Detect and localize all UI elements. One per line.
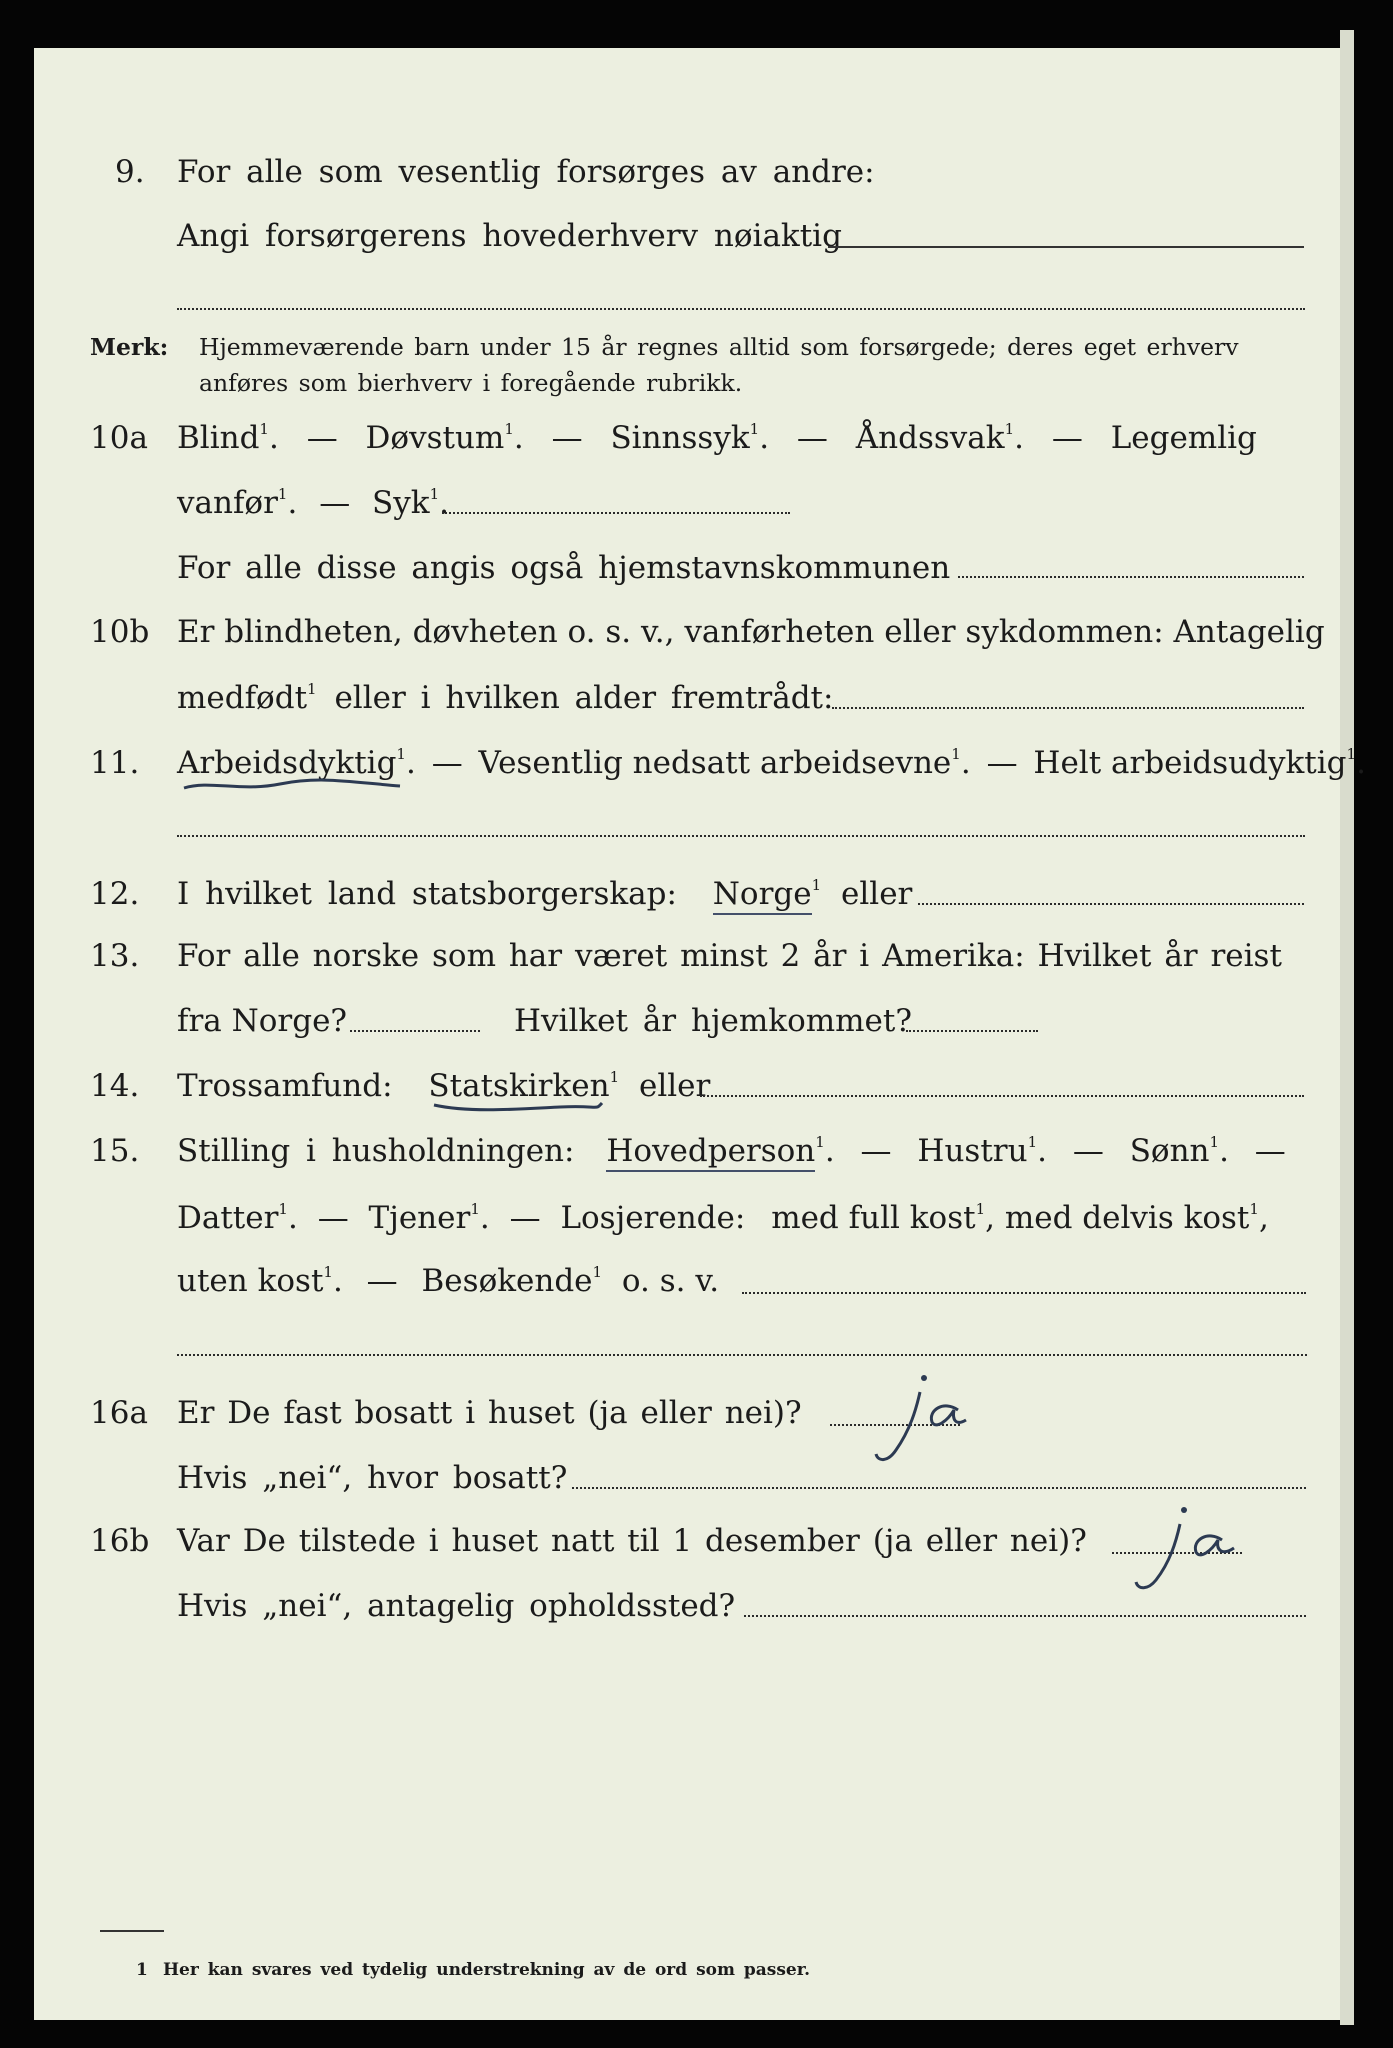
q12-answer-line[interactable] — [918, 903, 1304, 905]
footnote-mark: 1 — [136, 1960, 148, 1980]
opt-dovstum[interactable]: Døvstum — [365, 420, 505, 456]
opt-blind[interactable]: Blind — [177, 420, 260, 456]
q16a-handwritten-answer — [840, 1370, 970, 1470]
opt-hovedperson[interactable]: Hovedperson — [606, 1133, 815, 1172]
opt-uten-kost[interactable]: uten kost — [177, 1263, 324, 1299]
page-edge — [1340, 30, 1354, 2025]
q11-number: 11. — [90, 745, 140, 781]
opt-legemlig[interactable]: Legemlig — [1110, 420, 1257, 456]
opt-udyktig[interactable]: Helt arbeidsudyktig — [1033, 745, 1347, 781]
underline-statskirken — [430, 1095, 610, 1117]
q11-line: Arbeidsdyktig$^1$. — Vesentlig nedsatt arbeidsevne$^1$. — Helt arbeidsudyktig$^1$. — [177, 745, 1366, 781]
q14-answer-line[interactable] — [700, 1095, 1304, 1097]
q10a-line1: Blind$^1$. — Døvstum$^1$. — Sinnssyk$^1$. — Åndssvak$^1$. — Legemlig — [177, 420, 1257, 456]
q13-hjemkommet-line[interactable] — [906, 1030, 1038, 1032]
q10a-line3: For alle disse angis også hjemstavnskommunen — [177, 550, 951, 586]
opt-sonn[interactable]: Sønn — [1129, 1133, 1210, 1169]
opt-tjener[interactable]: Tjener — [368, 1200, 471, 1236]
q10a-line2: vanfør$^1$. — Syk$^1$. — [177, 485, 449, 521]
q16a-number: 16a — [90, 1395, 148, 1431]
q15-line3: uten kost$^1$. — Besøkende$^1$ o. s. v. — [177, 1263, 720, 1299]
q13-line2a: fra Norge? — [177, 1003, 348, 1039]
footnote-rule — [100, 1930, 164, 1932]
opt-hustru[interactable]: Hustru — [917, 1133, 1028, 1169]
opt-medfodt[interactable]: medfødt — [177, 680, 308, 716]
q16b-opholdssted-line[interactable] — [744, 1615, 1306, 1617]
q14-number: 14. — [90, 1068, 140, 1104]
opt-datter[interactable]: Datter — [177, 1200, 279, 1236]
opt-sinnssyk[interactable]: Sinnssyk — [610, 420, 750, 456]
q10b-line1: Er blindheten, døvheten o. s. v., vanførheten eller sykdommen: Antagelig — [177, 614, 1325, 650]
q16b-number: 16b — [90, 1523, 150, 1559]
opt-syk[interactable]: Syk — [372, 485, 430, 521]
q15-line1: Stilling i husholdningen: Hovedperson$^1$. — Hustru$^1$. — Sønn$^1$. — — [177, 1133, 1286, 1169]
opt-statskirken[interactable]: Statskirken — [428, 1068, 610, 1104]
q10a-number: 10a — [90, 420, 148, 456]
merk-line1: Hjemmeværende barn under 15 år regnes alltid som forsørgede; deres eget erhverv — [199, 333, 1239, 361]
q13-reist-line[interactable] — [350, 1030, 480, 1032]
q15-answer-line-2[interactable] — [177, 1354, 1307, 1356]
q12-number: 12. — [90, 876, 140, 912]
q9-answer-line-2[interactable] — [177, 308, 1305, 310]
opt-full-kost[interactable]: med full kost — [771, 1200, 976, 1236]
q16b-line2: Hvis „nei“, antagelig opholdssted? — [177, 1588, 736, 1624]
q12-line: I hvilket land statsborgerskap: Norge$^1$ eller — [177, 876, 912, 912]
opt-andssvak[interactable]: Åndssvak — [855, 420, 1005, 456]
merk-line2: anføres som bierhverv i foregående rubrikk. — [199, 369, 743, 397]
q9-line2: Angi forsørgerens hovederhverv nøiaktig — [177, 218, 842, 254]
opt-delvis-kost[interactable]: med delvis kost — [1004, 1200, 1250, 1236]
q16a-bosatt-line[interactable] — [572, 1487, 1306, 1489]
merk-label: Merk: — [90, 333, 169, 361]
q10b-line2: medfødt$^1$ eller i hvilken alder fremtrådt: — [177, 680, 834, 716]
q10b-number: 10b — [90, 614, 150, 650]
q15-number: 15. — [90, 1133, 140, 1169]
underline-arbeidsdyktig — [180, 772, 410, 796]
opt-nedsatt[interactable]: Vesentlig nedsatt arbeidsevne — [478, 745, 952, 781]
q11-answer-line[interactable] — [177, 835, 1305, 837]
q9-line1: For alle som vesentlig forsørges av andre: — [177, 154, 875, 190]
q15-answer-line[interactable] — [742, 1292, 1306, 1294]
q9-answer-line[interactable] — [828, 246, 1304, 248]
q13-number: 13. — [90, 938, 140, 974]
q14-line: Trossamfund: Statskirken$^1$ eller — [177, 1068, 711, 1104]
q10a-syk-line[interactable] — [442, 512, 790, 514]
q16a-line2: Hvis „nei“, hvor bosatt? — [177, 1460, 568, 1496]
q16b-handwritten-answer — [1110, 1500, 1250, 1600]
opt-norge[interactable]: Norge — [713, 876, 812, 915]
q16a-line1: Er De fast bosatt i huset (ja eller nei)? — [177, 1395, 802, 1431]
footnote-text: Her kan svares ved tydelig understrekning av de ord som passer. — [163, 1960, 811, 1980]
q9-number: 9. — [115, 154, 145, 190]
opt-besokende[interactable]: Besøkende — [421, 1263, 593, 1299]
opt-arbeidsdyktig[interactable]: Arbeidsdyktig — [177, 745, 397, 781]
q10a-kommune-line[interactable] — [958, 576, 1304, 578]
q10b-answer-line[interactable] — [832, 707, 1304, 709]
q16b-line1: Var De tilstede i huset natt til 1 desember (ja eller nei)? — [177, 1523, 1087, 1559]
q15-line2: Datter$^1$. — Tjener$^1$. — Losjerende: med full kost$^1$, med delvis kost$^1$, — [177, 1200, 1269, 1236]
q13-line1: For alle norske som har været minst 2 år i Amerika: Hvilket år reist — [177, 938, 1282, 974]
opt-vanfor[interactable]: vanfør — [177, 485, 278, 521]
q13-line2b: Hvilket år hjemkommet? — [514, 1003, 912, 1039]
